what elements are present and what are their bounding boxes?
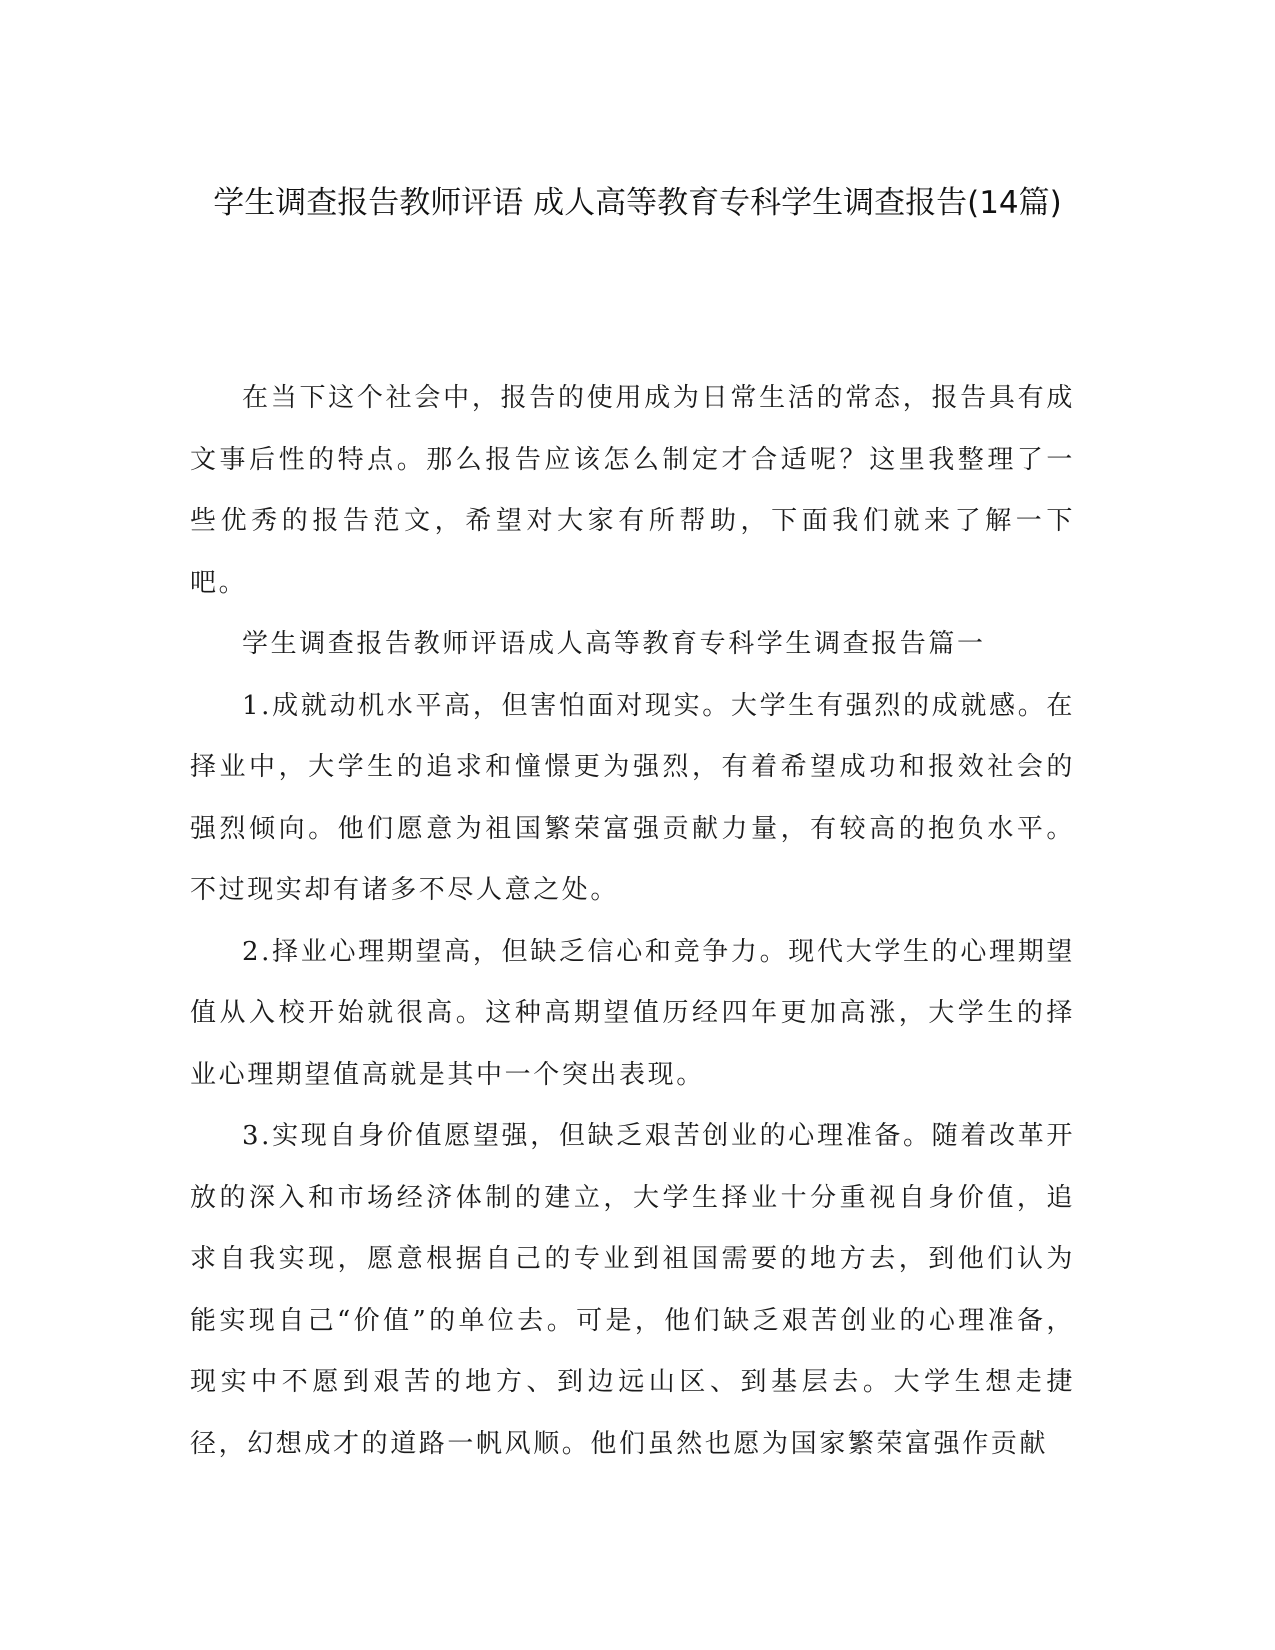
document-title: 学生调查报告教师评语 成人高等教育专科学生调查报告(14篇) xyxy=(213,185,1062,221)
section-heading: 学生调查报告教师评语成人高等教育专科学生调查报告篇一 xyxy=(242,629,986,659)
paragraph-point-2: 2.择业心理期望高，但缺乏信心和竞争力。现代大学生的心理期望值从入校开始就很高。这种高期望值历经四年更加高涨，大学生的择业心理期望值高就是其中一个突出表现。 xyxy=(190,936,1075,1090)
document-body xyxy=(190,368,1075,1475)
paragraph-intro: 在当下这个社会中，报告的使用成为日常生活的常态，报告具有成文事后性的特点。那么报告应该怎么制定才合适呢？这里我整理了一些优秀的报告范文，希望对大家有所帮助，下面我们就来了解一下吧。 xyxy=(190,383,1075,598)
paragraph-point-3: 3.实现自身价值愿望强，但缺乏艰苦创业的心理准备。随着改革开放的深入和市场经济体制的建立，大学生择业十分重视自身价值，追求自我实现，愿意根据自己的专业到祖国需要的地方去，到他们认为能实现自己“价值”的单位去。可是，他们缺乏艰苦创业的心理准备，现实中不愿到艰苦的地方、到边远山区、到基层去。大学生想走捷径，幻想成才的道路一帆风顺。他们虽然也愿为国家繁荣富强作贡献 xyxy=(190,1121,1075,1459)
paragraph-point-1: 1.成就动机水平高，但害怕面对现实。大学生有强烈的成就感。在择业中，大学生的追求和憧憬更为强烈，有着希望成功和报效社会的强烈倾向。他们愿意为祖国繁荣富强贡献力量，有较高的抱负水平。不过现实却有诸多不尽人意之处。 xyxy=(190,690,1075,905)
